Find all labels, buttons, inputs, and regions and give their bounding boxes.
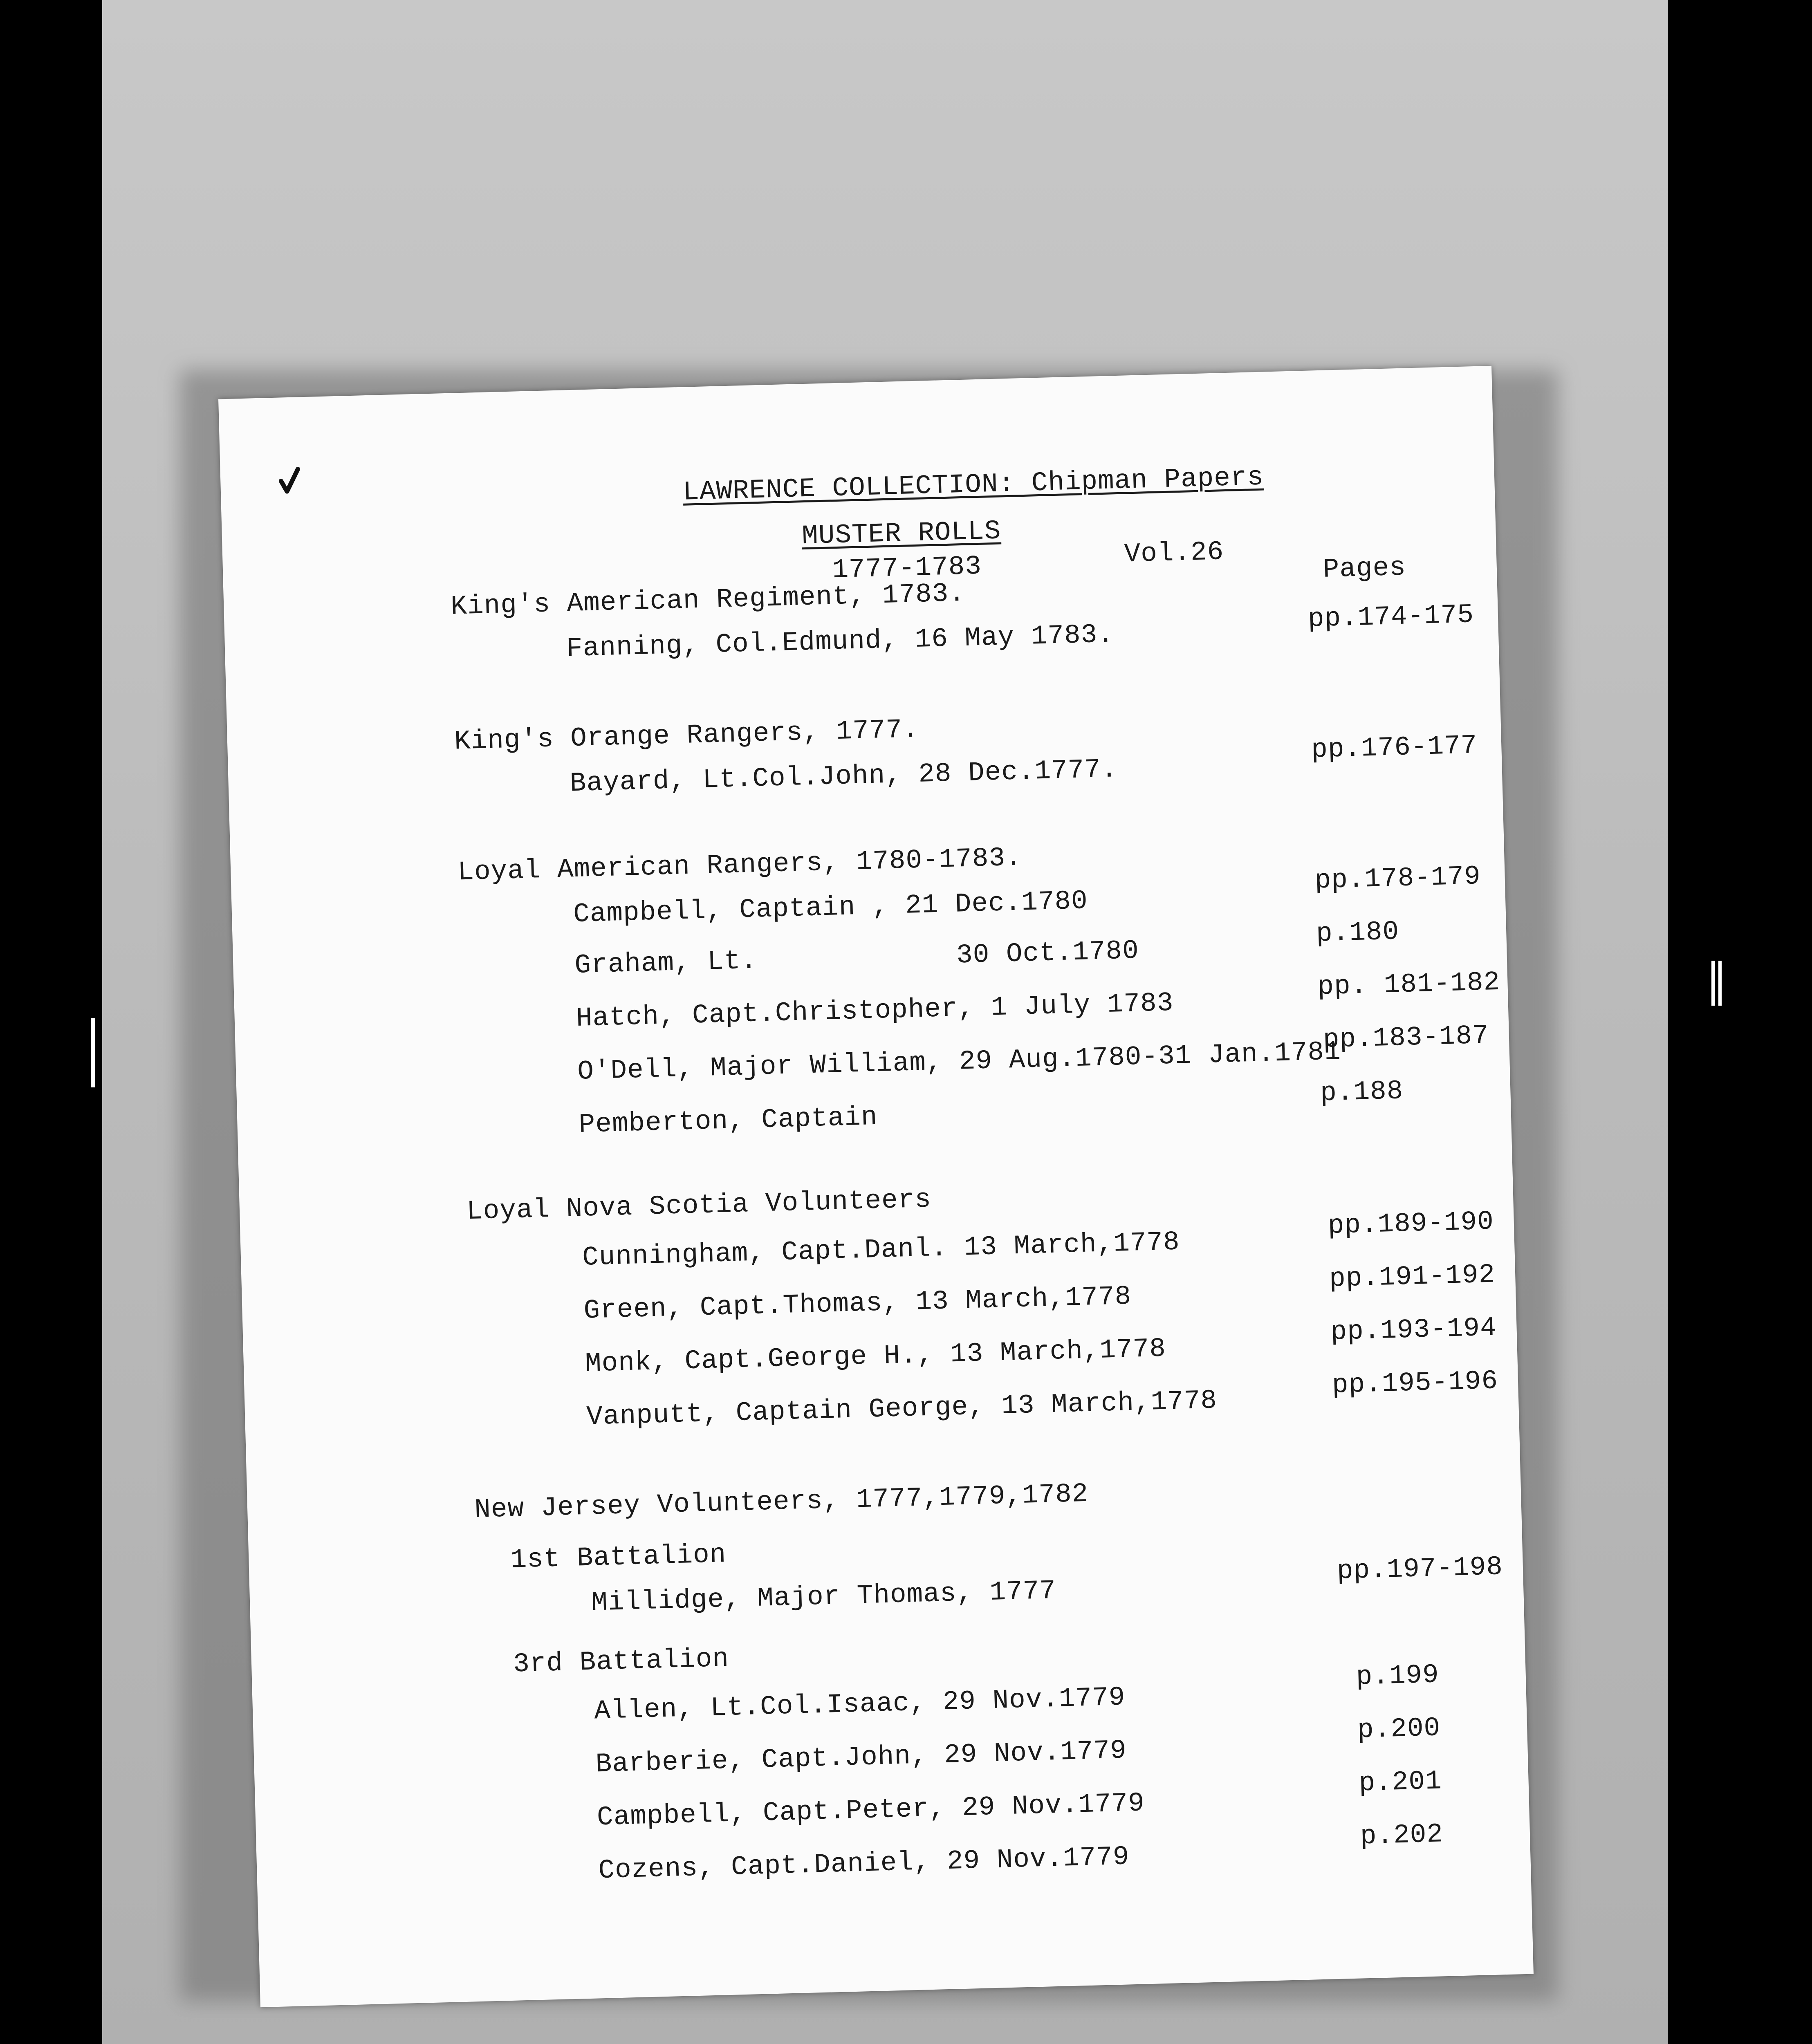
entry-pages: p.202 <box>1360 1819 1444 1852</box>
entry-pages: p.200 <box>1357 1712 1441 1746</box>
entry-pages: pp. 181-182 <box>1317 966 1501 1002</box>
entry-name: Pemberton, Captain <box>578 1101 878 1140</box>
entry-pages: p.199 <box>1355 1659 1440 1692</box>
edge-mark-left <box>91 1018 95 1087</box>
entry-name: Cunningham, Capt.Danl. 13 March,1778 <box>582 1226 1180 1273</box>
subsection-heading: 1st Battalion <box>510 1539 727 1576</box>
entry-pages: pp.176-177 <box>1311 730 1478 765</box>
edge-mark-right-2 <box>1718 961 1722 1006</box>
entry-pages: pp.195-196 <box>1332 1365 1499 1401</box>
section-heading: King's American Regiment, 1783. <box>450 578 966 622</box>
entry-name: Bayard, Lt.Col.John, 28 Dec.1777. <box>569 754 1118 799</box>
entry-pages: pp.174-175 <box>1307 599 1474 634</box>
document-years: 1777-1783 <box>832 551 982 586</box>
section-heading: Loyal American Rangers, 1780-1783. <box>457 842 1023 888</box>
document-volume: Vol.26 <box>1124 536 1224 570</box>
entry-name: Millidge, Major Thomas, 1777 <box>591 1575 1057 1618</box>
entry-pages: p.201 <box>1358 1766 1442 1799</box>
entry-name: Fanning, Col.Edmund, 16 May 1783. <box>566 619 1115 664</box>
entry-name: Hatch, Capt.Christopher, 1 July 1783 <box>576 987 1174 1034</box>
entry-name: Graham, Lt. 30 Oct.1780 <box>574 935 1139 981</box>
entry-name: Campbell, Capt.Peter, 29 Nov.1779 <box>597 1788 1145 1833</box>
document-subtitle: MUSTER ROLLS <box>801 515 1002 552</box>
entry-name: Vanputt, Captain George, 13 March,1778 <box>586 1385 1218 1432</box>
section-heading: New Jersey Volunteers, 1777,1779,1782 <box>474 1478 1089 1525</box>
entry-name: Green, Capt.Thomas, 13 March,1778 <box>583 1281 1132 1326</box>
entry-pages: pp.178-179 <box>1314 861 1481 896</box>
entry-pages: p.188 <box>1320 1076 1404 1109</box>
section-heading: King's Orange Rangers, 1777. <box>454 714 919 757</box>
section-heading: Loyal Nova Scotia Volunteers <box>466 1184 932 1227</box>
entry-name: Campbell, Captain , 21 Dec.1780 <box>573 885 1088 930</box>
entry-pages: pp.191-192 <box>1329 1259 1496 1295</box>
entry-pages: pp.183-187 <box>1323 1020 1489 1056</box>
entry-name: Allen, Lt.Col.Isaac, 29 Nov.1779 <box>594 1682 1126 1727</box>
entry-pages: pp.197-198 <box>1337 1551 1503 1587</box>
entry-name: Monk, Capt.George H., 13 March,1778 <box>585 1333 1166 1379</box>
document-sheet <box>218 366 1534 2007</box>
entry-name: O'Dell, Major William, 29 Aug.1780-31 Jan.1781 <box>577 1036 1341 1087</box>
entry-pages: pp.189-190 <box>1327 1206 1494 1242</box>
subsection-heading: 3rd Battalion <box>513 1643 729 1680</box>
pages-column-header: Pages <box>1322 552 1406 585</box>
edge-mark-right <box>1711 961 1715 1006</box>
entry-pages: p.180 <box>1316 916 1400 949</box>
entry-pages: pp.193-194 <box>1330 1312 1497 1347</box>
check-mark-icon <box>277 466 303 496</box>
document-title: LAWRENCE COLLECTION: Chipman Papers <box>682 462 1265 508</box>
entry-name: Barberie, Capt.John, 29 Nov.1779 <box>595 1735 1127 1780</box>
entry-name: Cozens, Capt.Daniel, 29 Nov.1779 <box>598 1841 1130 1886</box>
